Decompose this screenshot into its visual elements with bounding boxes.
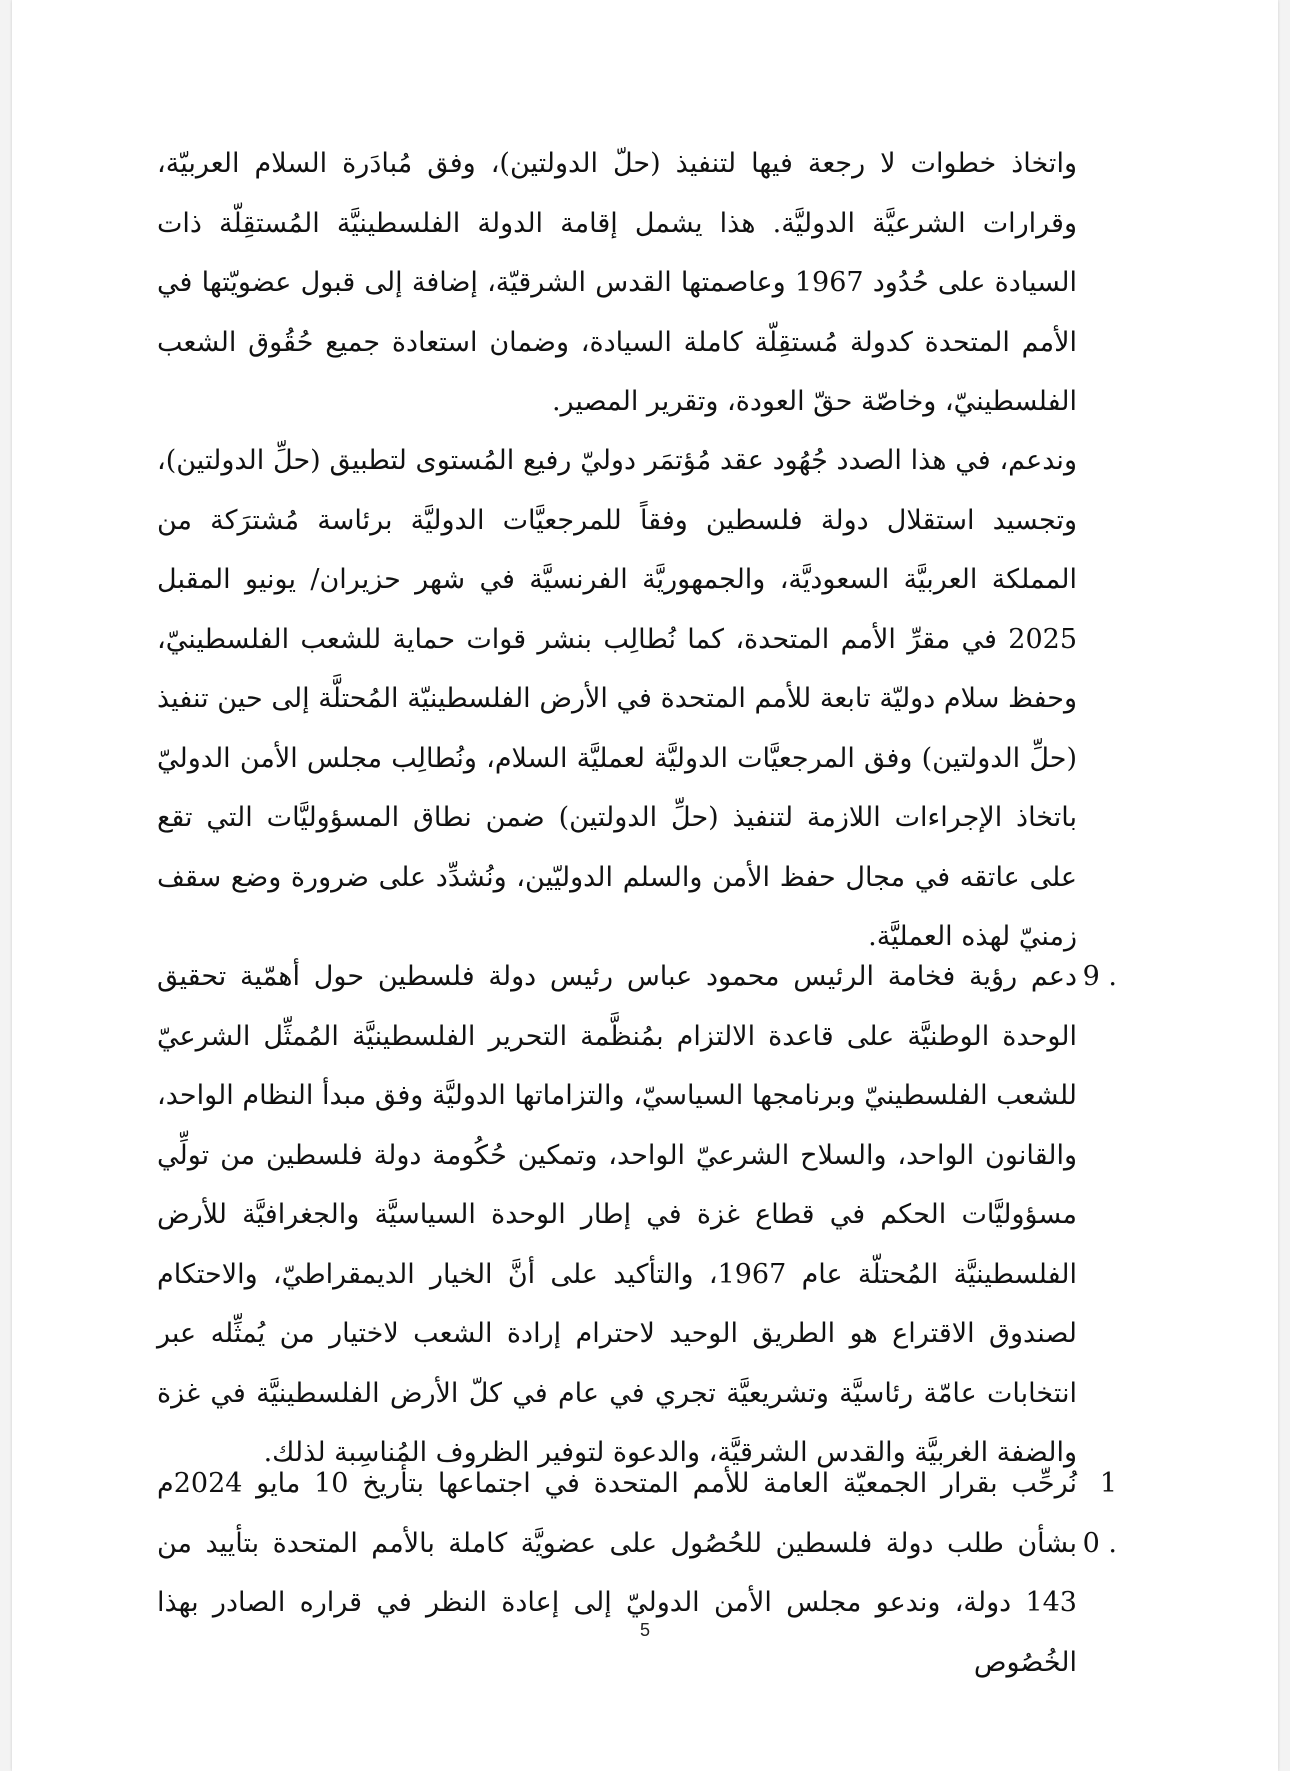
item-text: دعم رؤية فخامة الرئيس محمود عباس رئيس دولة فلسطين حول أهمّية تحقيق الوحدة الوطنيَّة على قاعدة الالتزام بمُنظَّمة التحرير الفلسطينيَّة المُمثِّل الشرعيّ للشعب الفلسطينيّ وبرنامجها السياسيّ، والتزاماتها الدوليَّة وفق مبدأ النظام الواحد، والقانون الواحد، والسلاح الشرعيّ الواحد، وتمكين حُكُومة دولة فلسطين من تولِّي مسؤوليَّات الحكم في قطاع غزة في إطار الوحدة السياسيَّة والجغرافيَّة للأرض الفلسطينيَّة المُحتلّة عام 1967، والتأكيد على أنَّ الخيار الديمقراطيّ، والاحتكام لصندوق الاقتراع هو الطريق الوحيد لاحترام إرادة الشعب لاختيار من يُمثِّله عبر انتخابات عامّة رئاسيَّة وتشريعيَّة تجري في عام في كلّ الأرض الفلسطينيَّة في غزة والضفة الغربيَّة والقدس الشرقيَّة، والدعوة لتوفير الظروف المُناسِبة لذلك. [157, 961, 1077, 1468]
item-number: 1 0 . [1082, 1468, 1117, 1559]
item-text: نُرحِّب بقرار الجمعيّة العامة للأمم المتحدة في اجتماعها بتأريخ 10 مايو 2024م بشأن طلب دولة فلسطين للحُصُول على عضويَّة كاملة بالأمم المتحدة بتأييد من 143 دولة، وندعو مجلس الأمن الدوليّ إلى إعادة النظر في قراره الصادر بهذا الخُصُوص [157, 1468, 1077, 1678]
list-item-9 [157, 947, 1117, 1483]
conference-support-paragraph [157, 431, 1077, 967]
item-number: 9 . [1082, 961, 1117, 992]
paragraph-text: وندعم، في هذا الصدد جُهُود عقد مُؤتمَر دوليّ رفيع المُستوى لتطبيق (حلِّ الدولتين)، وتجسيد استقلال دولة فلسطين وفقاً للمرجعيَّات الدوليَّة برئاسة مُشترَكة من المملكة العربيَّة السعوديَّة، والجمهوريَّة الفرنسيَّة في شهر حزيران/ يونيو المقبل 2025 في مقرِّ الأمم المتحدة، كما نُطالِب بنشر قوات حماية للشعب الفلسطينيّ، وحفظ سلام دوليّة تابعة للأمم المتحدة في الأرض الفلسطينيّة المُحتلَّة إلى حين تنفيذ (حلِّ الدولتين) وفق المرجعيَّات الدوليَّة لعمليَّة السلام، ونُطالِب مجلس الأمن الدوليّ باتخاذ الإجراءات اللازمة لتنفيذ (حلِّ الدولتين) ضمن نطاق المسؤوليَّات التي تقع على عاتقه في مجال حفظ الأمن والسلم الدوليّين، ونُشدِّد على ضرورة وضع سقف زمنيّ لهذه العمليَّة. [157, 445, 1077, 952]
paragraph-text: واتخاذ خطوات لا رجعة فيها لتنفيذ (حلّ الدولتين)، وفق مُبادَرة السلام العربيّة، وقرارات الشرعيَّة الدوليَّة. هذا يشمل إقامة الدولة الفلسطينيَّة المُستقِلّة ذات السيادة على حُدُود 1967 وعاصمتها القدس الشرقيّة، إضافة إلى قبول عضويّتها في الأمم المتحدة كدولة مُستقِلّة كاملة السيادة، وضمان استعادة جميع حُقُوق الشعب الفلسطينيّ، وخاصّة حقّ العودة، وتقرير المصير. [157, 148, 1077, 417]
document-page [12, 0, 1278, 1771]
page-number: 5 [639, 1620, 650, 1640]
list-item-10 [157, 1454, 1117, 1692]
continuation-paragraph [157, 134, 1077, 432]
